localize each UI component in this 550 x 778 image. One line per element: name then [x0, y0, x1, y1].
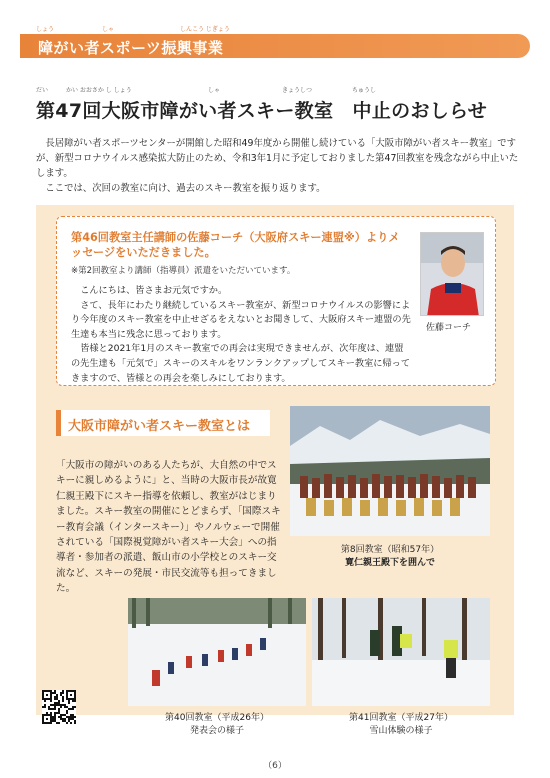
photo-40th-class-caption-line1: 第40回教室（平成26年） — [165, 713, 269, 723]
coach-photo-caption: 佐藤コーチ — [426, 323, 472, 333]
title-ruby — [36, 85, 516, 95]
page-number: （6） — [263, 761, 287, 771]
message-paragraph-1: こんにちは、皆さまお元気ですか。 — [80, 285, 228, 296]
page-title: 第47回大阪市障がい者スキー教室 中止のおしらせ — [36, 100, 488, 122]
title-ruby-text-4: ちゅうし — [352, 87, 377, 94]
message-note: ※第2回教室より講師（指導員）派遣をいただいています。 — [71, 266, 296, 276]
title-ruby-text-2: しゃ — [208, 87, 221, 94]
section-banner-title: 障がい者スポーツ振興事業 — [38, 39, 224, 57]
photo-41st-class-caption — [312, 712, 490, 738]
about-text: 「大阪市の障がいのある人たちが、大自然の中でスキーに親しめるように」と、当時の大阪市長が故寛仁親王殿下にスキー指導を依頼し、教室がはじまりました。スキー教室の開催にとどまらず、「国際スキー教育会議（インタースキー）」やノルウェーで開催されている「国際視覚障がい者スキー大会」への指導者・参加者の派遣、飯山市の小学校とのスキー交流など、スキーの発展・市民交流等も担ってきました。 — [56, 460, 281, 595]
header-ruby-text-2: しんこう じぎょう — [180, 26, 230, 33]
message-paragraph-2: さて、長年にわたり継続しているスキー教室が、新型コロナウイルスの影響により今年度のスキー教室を中止せざるをえないとお聞きして、大阪府スキー連盟の先生達も本当に残念に思っております。 — [71, 299, 411, 340]
title-ruby-text-0: だい — [36, 87, 49, 94]
section-heading: 大阪市障がい者スキー教室とは — [68, 419, 251, 434]
title-ruby-text-3: きょうしつ — [282, 87, 313, 94]
photo-41st-class — [312, 598, 490, 706]
photo-8th-class-caption — [300, 544, 480, 570]
header-ruby-text-1: しゃ — [102, 26, 115, 33]
intro-text — [36, 136, 522, 196]
intro-paragraph-1: 長居障がい者スポーツセンターが開館した昭和49年度から開催し続けている「大阪市障がい者スキー教室」ですが、新型コロナウイルス感染拡大防止のため、令和3年1月に予定しておりました第47回教室を残念ながら中止いたします。 — [36, 138, 519, 179]
photo-8th-class-caption-line2: 寛仁親王殿下を囲んで — [344, 558, 435, 568]
header-ruby — [36, 24, 336, 34]
photo-40th-class — [128, 598, 306, 706]
photo-40th-class-caption — [128, 712, 306, 738]
message-paragraph-3: 皆様と2021年1月のスキー教室での再会は実現できませんが、次年度は、連盟の先生達も「元気で」スキーのスキルをワンランクアップしてスキー教室に帰ってきますので、皆様との再会を楽しみにしております。 — [71, 343, 411, 384]
photo-41st-class-caption-line1: 第41回教室（平成27年） — [349, 713, 453, 723]
coach-photo — [420, 232, 484, 316]
message-body — [71, 284, 411, 386]
photo-8th-class-group — [290, 406, 490, 536]
title-ruby-text-1: かい おおさか し しょう — [66, 87, 132, 94]
photo-41st-class-caption-line2: 雪山体験の様子 — [369, 726, 433, 736]
message-title: 第46回教室主任講師の佐藤コーチ（大阪府スキー連盟※）よりメッセージをいただきました。 — [71, 231, 400, 259]
qr-code[interactable] — [42, 690, 76, 724]
intro-paragraph-2: ここでは、次回の教室に向け、過去のスキー教室を振り返ります。 — [45, 183, 326, 194]
photo-8th-class-caption-line1: 第8回教室（昭和57年） — [340, 545, 440, 555]
photo-40th-class-caption-line2: 発表会の様子 — [189, 726, 244, 736]
header-ruby-text-0: しょう — [36, 26, 55, 33]
